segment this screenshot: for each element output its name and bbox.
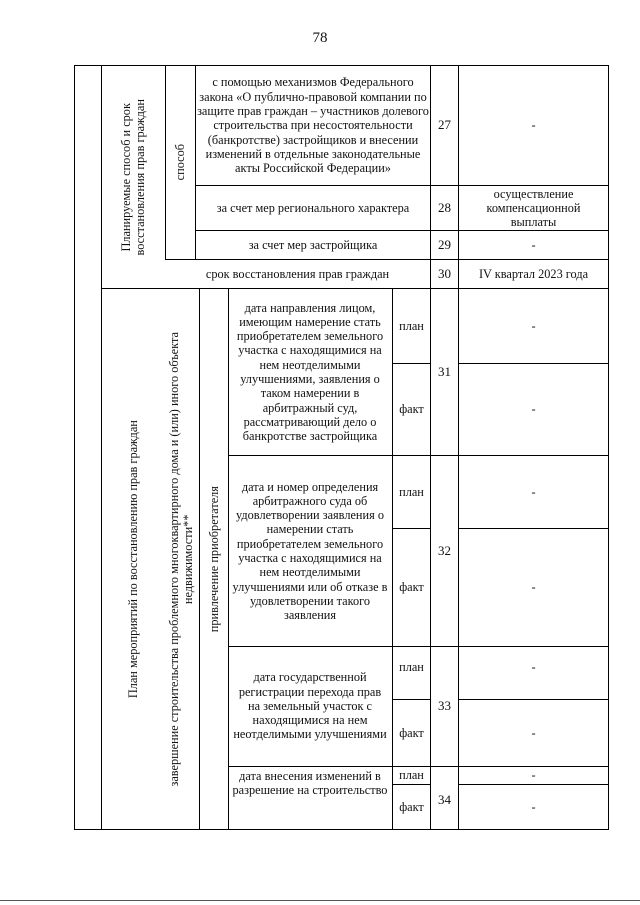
page-number: 78 [312,30,328,46]
row-32-fact-label: факт [399,580,424,595]
row-30-number: 30 [438,265,451,281]
row-32-fact-value: - [531,580,536,595]
row-33-plan-label: план [399,659,424,674]
row-34-description: дата внесения изменений в разрешение на строительство [232,769,388,798]
row-32-number: 32 [438,542,451,558]
action-plan-label: План мероприятий по восстановлению прав граждан [126,419,141,699]
row-29-number: 29 [438,236,451,252]
row-33-description: дата государственной регистрации перехода прав на земельный участок с находящимися на нем неотделимыми улучшениями [233,670,387,742]
acquirer-group-label: привлечение приобретателя [206,485,221,633]
row-31-fact-label: факт [399,402,424,417]
section-label-line1: Планируемые способ и срок [119,102,134,252]
row-31-plan-value: - [531,318,536,333]
row-31-description: дата направления лицом, имеющим намерение стать приобретателем земельного участка с находящимися на нем неотделимыми улучшениями, заявления о таком намерении в арбитражный суд, рассматривающий дело о банкротстве застройщика [236,300,384,444]
row-31-number: 31 [438,363,451,379]
row-34-number: 34 [438,791,451,807]
row-30-description: срок восстановления прав граждан [205,266,390,281]
row-31-plan-label: план [399,318,424,333]
row-34-fact-label: факт [399,799,424,814]
row-34-plan-label: план [399,768,424,783]
construction-completion-label [163,289,199,829]
row-33-plan-value: - [531,659,536,674]
row-34-plan-value: - [531,768,536,783]
row-33-fact-label: факт [399,725,424,740]
row-32-plan-label: план [399,484,424,499]
row-32-plan-value: - [531,484,536,499]
row-34-fact-value: - [531,799,536,814]
row-29-description: за счет мер застройщика [248,237,378,252]
row-31-fact-value: - [531,402,536,417]
row-30-value: IV квартал 2023 года [478,266,589,281]
section-planned-method-label [102,66,165,288]
row-28-number: 28 [438,199,451,215]
row-33-number: 33 [438,698,451,714]
page-bottom-edge [0,900,640,901]
row-28-value: осуществление компенсационной выплаты [486,186,581,230]
row-29-value: - [531,237,536,252]
row-28-description: за счет мер регионального характера [216,200,410,215]
section-label-line2: восстановления прав граждан [133,98,148,256]
row-27-value: - [531,118,536,133]
method-label: способ [173,144,188,181]
row-32-description: дата и номер определения арбитражного суда об удовлетворении заявления о намерении стать приобретателем земельного участка с находящимися на нем неотделимыми улучшениями или об отказе в удовлетворении такого заявления [232,479,388,623]
row-27-description: с помощью механизмов Федерального закона «О публично-правовой компании по защите прав граждан – участников долевого строительства при несостоятельности (банкротстве) застройщиков и внесении изменений в отдельные законодательные акты Российской Федерации» [197,75,429,176]
construction-label-line2: недвижимости** [181,514,195,604]
construction-label-line1: завершение строительства проблемного многоквартирного дома и (или) иного объекта [166,331,181,787]
row-27-number: 27 [438,117,451,133]
row-33-fact-value: - [531,725,536,740]
